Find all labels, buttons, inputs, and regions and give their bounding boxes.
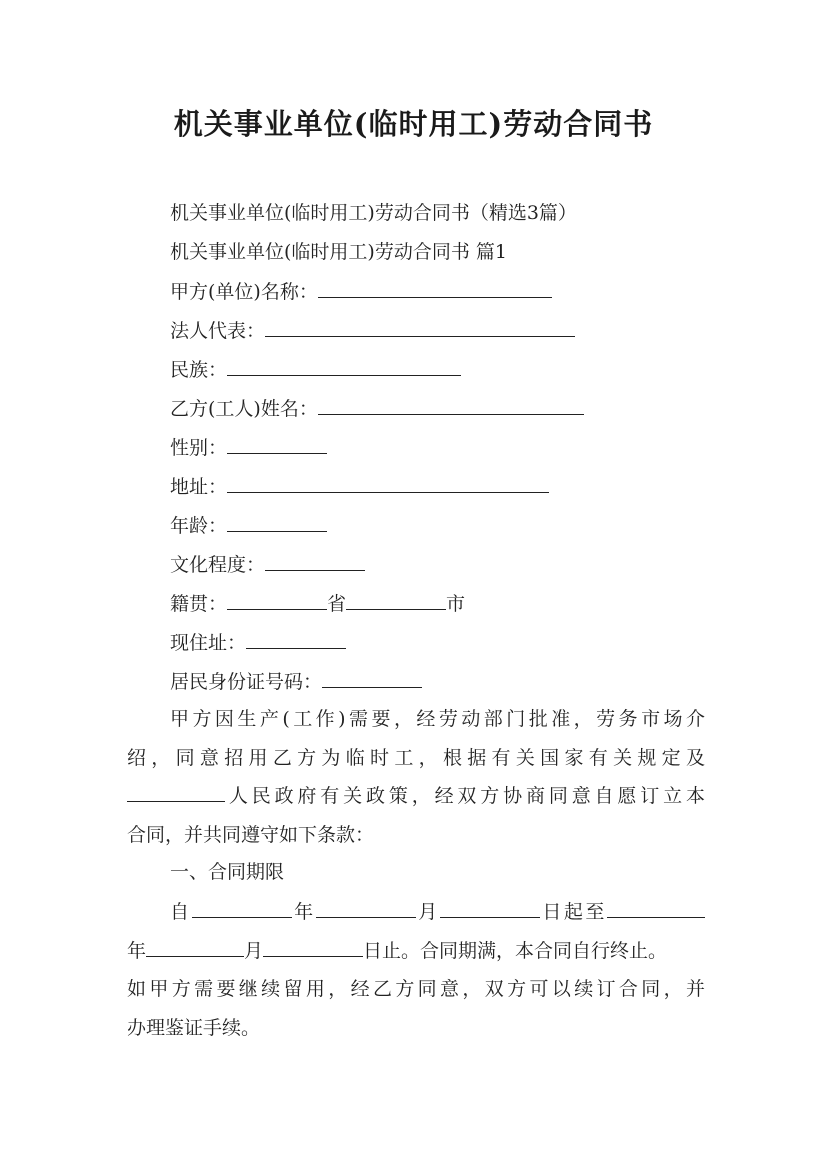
field-legal-rep (170, 317, 575, 344)
intro-line: 绍，同意招用乙方为临时工，根据有关国家有关规定及 (127, 746, 705, 769)
term-year: 年 (291, 901, 316, 923)
field-label: 地址： (170, 476, 228, 498)
blank-line (246, 629, 346, 649)
part-heading: 机关事业单位(临时用工)劳动合同书 篇1 (170, 241, 507, 263)
blank-line (440, 898, 540, 918)
field-age (170, 512, 327, 539)
term-line: 如甲方需要继续留用，经乙方同意，双方可以续订合同，并 (127, 978, 705, 1000)
intro-line: 甲方因生产(工作)需要，经劳动部门批准，劳务市场介 (170, 708, 705, 730)
term-month: 月 (415, 901, 440, 923)
field-label: 文化程度： (170, 554, 266, 576)
field-address (170, 473, 549, 500)
blank-line (346, 590, 446, 610)
field-education (170, 551, 365, 578)
section-heading: 一、合同期限 (170, 861, 285, 883)
blank-line (227, 512, 327, 532)
intro-line-text: 人民政府有关政策，经双方协商同意自愿订立本 (225, 785, 705, 807)
blank-line (265, 551, 365, 571)
blank-line (265, 317, 575, 337)
field-label: 甲方(单位)名称： (170, 281, 318, 303)
blank-line (227, 590, 327, 610)
field-party-b (170, 395, 584, 422)
blank-line (227, 434, 327, 454)
field-party-a (170, 278, 552, 305)
document-title: 机关事业单位(临时用工)劳动合同书 (173, 107, 654, 141)
blank-line (263, 937, 363, 957)
blank-line (227, 356, 461, 376)
field-id-number (170, 668, 422, 695)
term-year: 年 (127, 939, 147, 962)
term-day-start: 日起至 (539, 901, 607, 923)
term-paragraph (127, 893, 705, 1047)
field-label: 性别： (170, 437, 228, 459)
term-day-end: 日止。合同期满，本合同自行终止。 (363, 939, 668, 962)
blank-line (318, 278, 552, 298)
blank-line (318, 395, 584, 415)
blank-line (607, 898, 705, 918)
blank-line (192, 898, 292, 918)
field-gender (170, 434, 327, 461)
field-label: 年龄： (170, 515, 228, 537)
term-line-2 (127, 932, 705, 971)
blank-line (316, 898, 416, 918)
field-current-address (170, 629, 346, 656)
field-label: 法人代表： (170, 320, 266, 342)
field-label: 现住址： (170, 632, 247, 654)
blank-line (322, 668, 422, 688)
field-native-place (170, 590, 465, 617)
field-label: 籍贯： (170, 593, 228, 615)
blank-line (227, 473, 549, 493)
term-line: 办理鉴证手续。 (127, 1016, 261, 1039)
term-month: 月 (244, 939, 264, 962)
term-line-1 (127, 893, 705, 932)
term-from: 自 (170, 901, 192, 923)
subtitle: 机关事业单位(临时用工)劳动合同书（精选3篇） (170, 202, 577, 224)
intro-line: 合同，并共同遵守如下条款： (127, 823, 375, 846)
field-label: 居民身份证号码： (170, 671, 323, 693)
intro-line-3 (127, 777, 705, 816)
field-ethnicity (170, 356, 461, 383)
field-label: 乙方(工人)姓名： (170, 398, 318, 420)
blank-line (127, 782, 225, 802)
province-label: 省 (327, 593, 347, 615)
blank-line (146, 937, 244, 957)
intro-paragraph (127, 700, 705, 854)
field-label: 民族： (170, 359, 228, 381)
city-label: 市 (446, 593, 466, 615)
